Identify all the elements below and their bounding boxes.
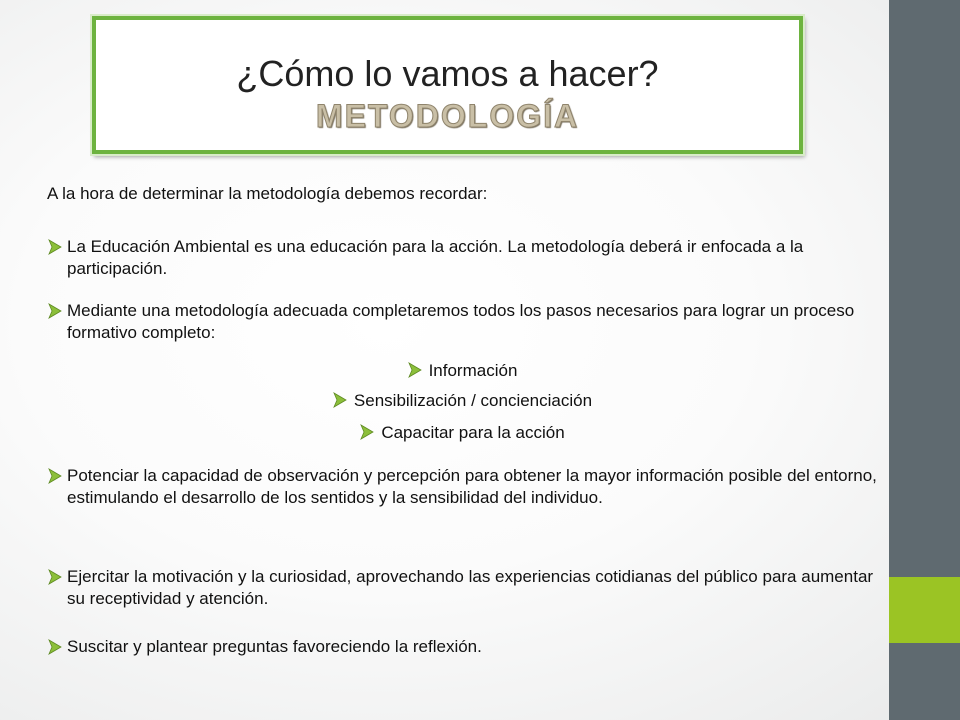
bullet-item	[47, 236, 877, 280]
page-subtitle: METODOLOGÍA	[315, 98, 580, 134]
side-band-accent	[889, 577, 960, 643]
arrowhead-bullet-icon	[47, 239, 63, 255]
arrowhead-bullet-icon	[47, 569, 63, 585]
sub-bullet-item	[47, 390, 877, 412]
bullet-text: La Educación Ambiental es una educación para la acción. La metodología deberá ir enfocada a la participación.	[67, 237, 804, 278]
intro-text: A la hora de determinar la metodología debemos recordar:	[47, 184, 488, 203]
arrowhead-bullet-icon	[407, 362, 423, 378]
sub-bullet-item	[47, 422, 877, 444]
arrowhead-bullet-icon	[332, 392, 348, 408]
sub-bullet-text: Sensibilización / concienciación	[353, 391, 593, 410]
bullet-text: Mediante una metodología adecuada completaremos todos los pasos necesarios para lograr un proceso formativo completo:	[67, 301, 855, 342]
bullet-text: Potenciar la capacidad de observación y percepción para obtener la mayor información posible del entorno, estimulando el desarrollo de los sentidos y la sensibilidad del individuo.	[67, 466, 877, 507]
sub-bullet-text: Información	[428, 361, 518, 380]
arrowhead-bullet-icon	[47, 468, 63, 484]
sub-bullet-text: Capacitar para la acción	[381, 423, 565, 442]
bullet-item	[47, 566, 877, 610]
bullet-item	[47, 465, 877, 509]
arrowhead-bullet-icon	[47, 303, 63, 319]
bullet-text: Suscitar y plantear preguntas favoreciendo la reflexión.	[67, 637, 482, 656]
bullet-text: Ejercitar la motivación y la curiosidad, aprovechando las experiencias cotidianas del público para aumentar su receptividad y atención.	[67, 567, 874, 608]
arrowhead-bullet-icon	[359, 424, 375, 440]
sub-bullet-item	[47, 360, 877, 382]
page-title: ¿Cómo lo vamos a hacer?	[236, 53, 659, 94]
title-frame	[92, 16, 803, 154]
arrowhead-bullet-icon	[47, 639, 63, 655]
bullet-item	[47, 636, 877, 658]
bullet-item	[47, 300, 877, 344]
